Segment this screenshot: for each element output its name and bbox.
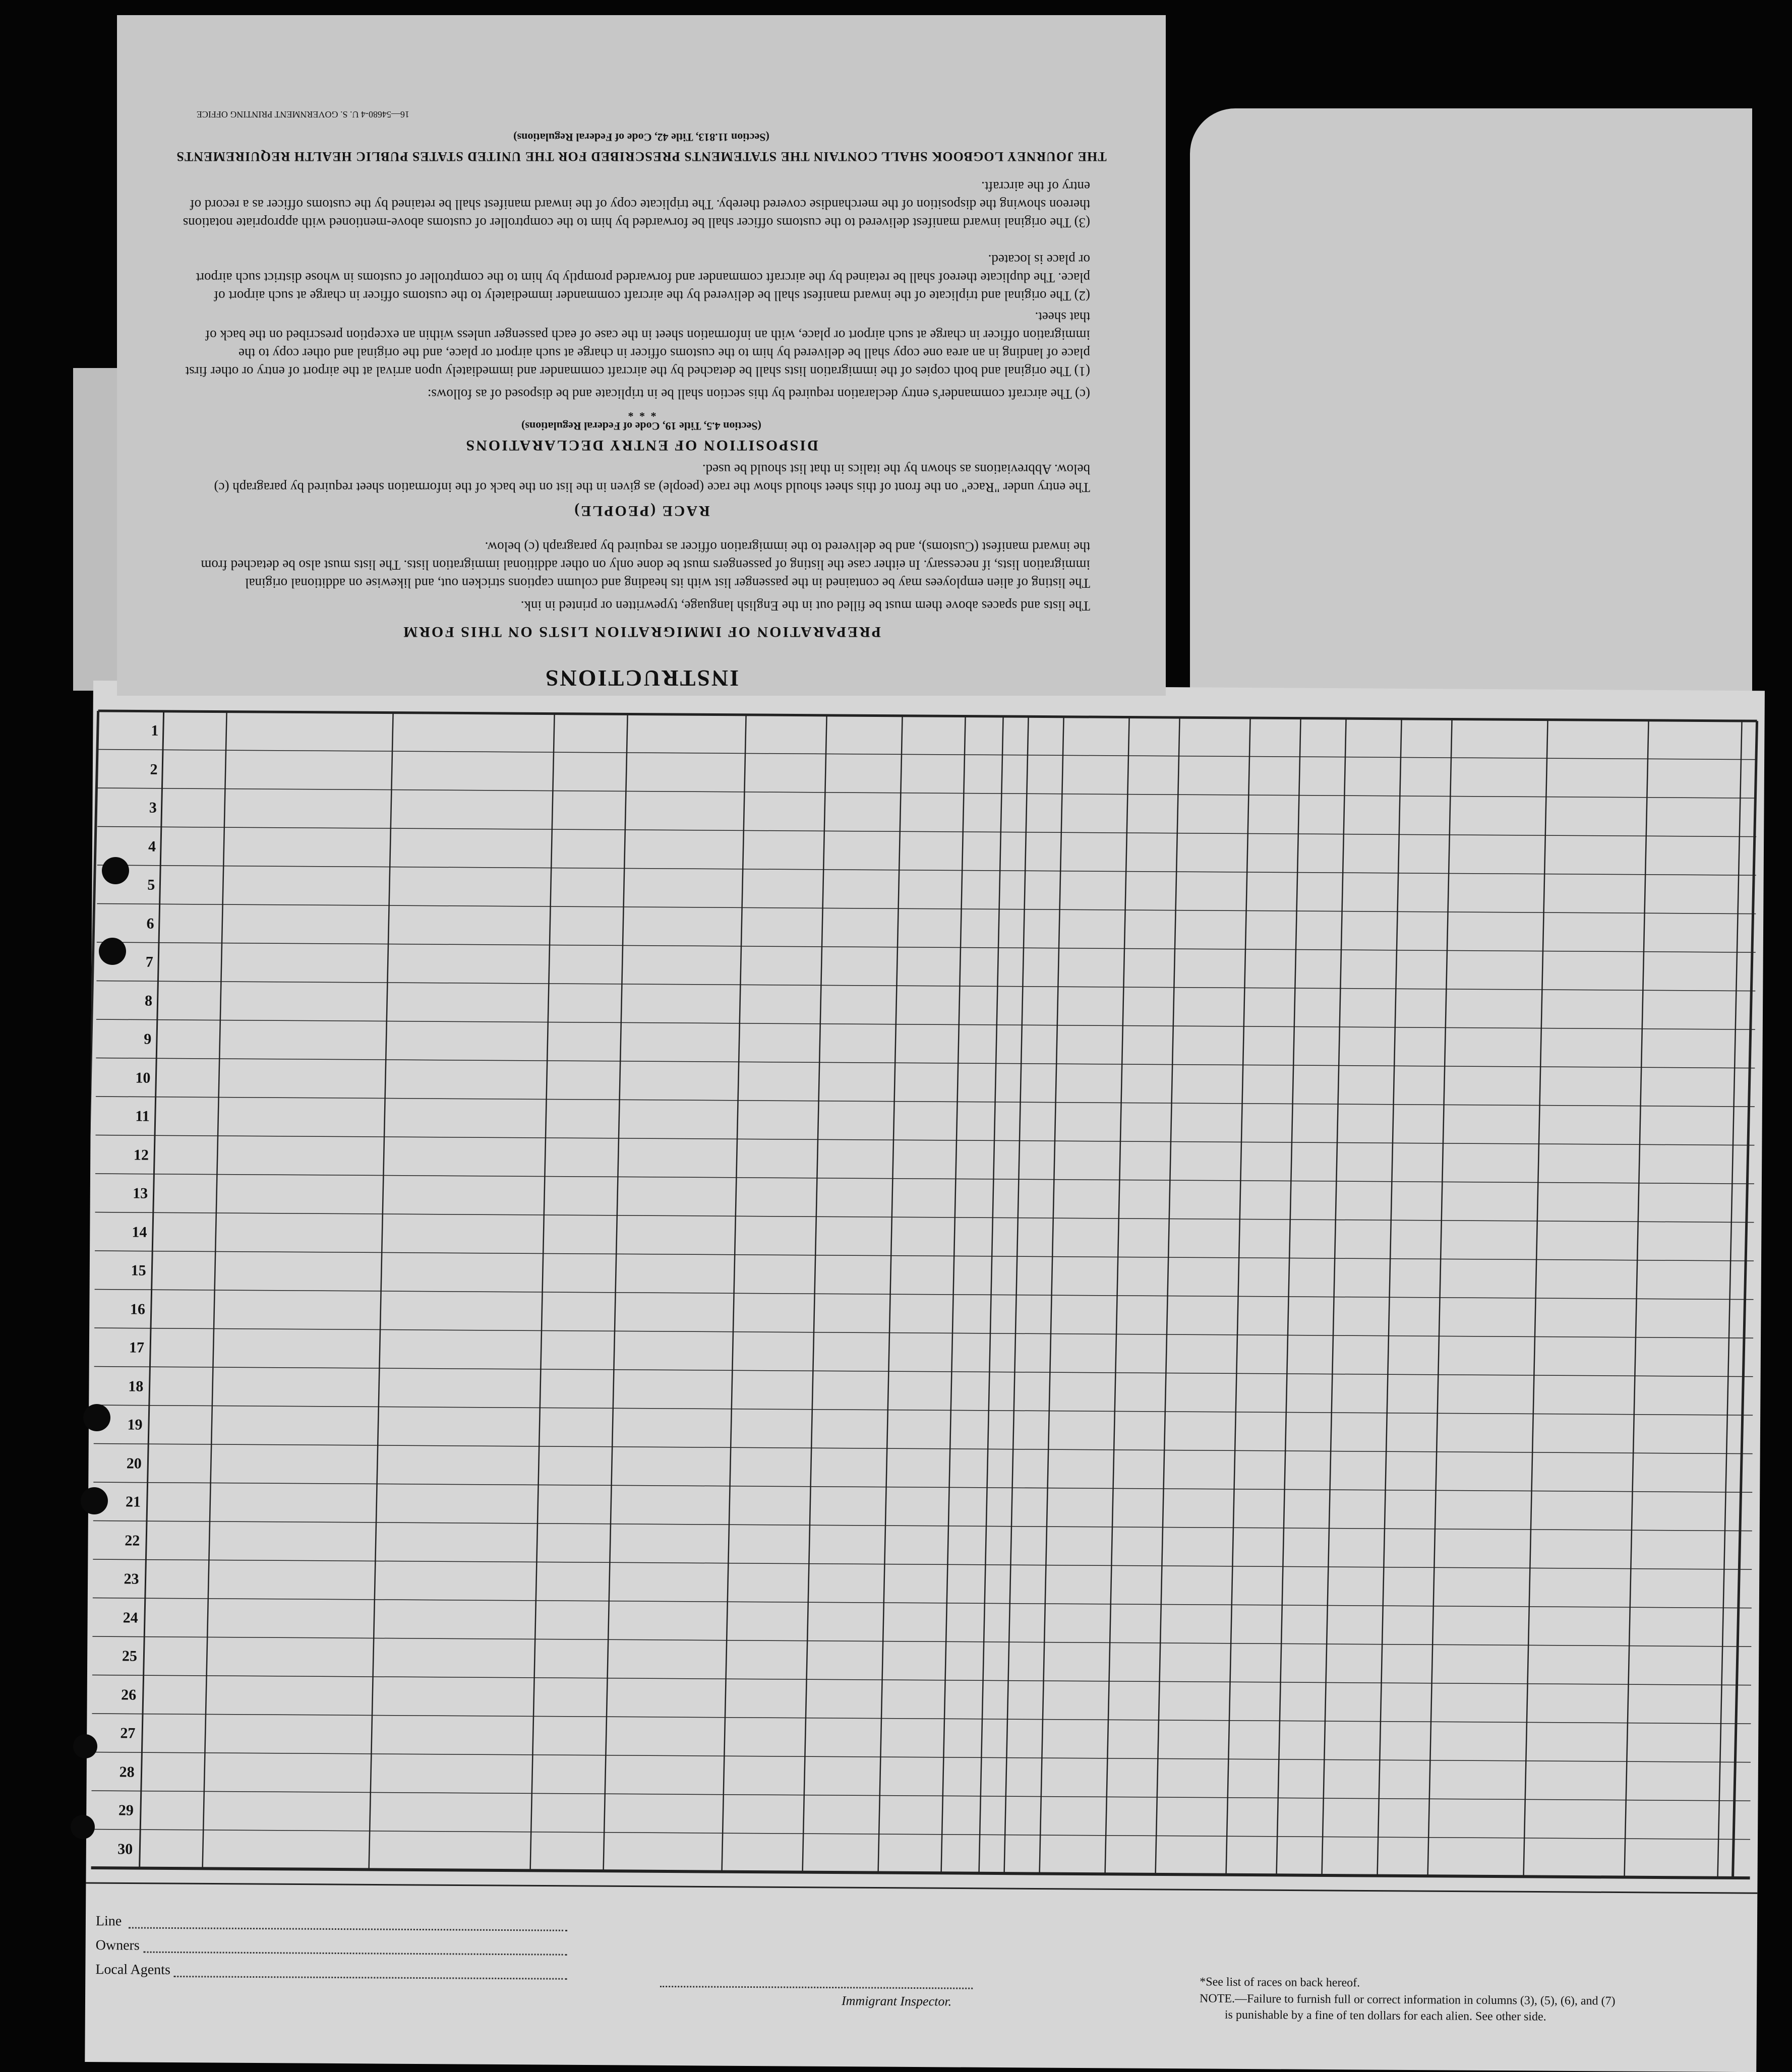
disposition-2: (2) The original and triplicate of the inward manifest shall be delivered by the aircraft commander immediately to the customs officer in charge at such airport of place. The duplicate thereof shall be retained by the aircraft commander and forwarded promptly by him to the comptroller of customs in whose district such airport or place is located. — [196, 252, 1090, 303]
disposition-ellipsis: * * * — [626, 407, 656, 419]
logbook-citation: (Section 11.813, Title 42, Code of Federal Regulations) — [513, 131, 769, 144]
row-number: 16 — [130, 1300, 145, 1318]
prep-heading: PREPARATION OF IMMIGRATION LISTS ON THIS FORM — [401, 624, 881, 640]
disposition-heading: DISPOSITION OF ENTRY DECLARATIONS — [464, 437, 818, 454]
row-number: 10 — [135, 1069, 151, 1086]
row-rule — [92, 1791, 1751, 1801]
row-rule — [95, 1135, 1754, 1145]
footer-line-label: Line — [95, 1913, 122, 1929]
row-rule — [97, 865, 1756, 875]
punch-hole — [102, 857, 129, 884]
row-rule — [94, 1444, 1753, 1454]
row-rule — [98, 788, 1757, 798]
punch-hole — [71, 1815, 95, 1839]
instructions-rotated — [117, 15, 1166, 696]
prep-paragraph-1: The lists and spaces above them must be filled out in the English language, typewritten or printed in ink. — [520, 598, 1090, 614]
row-number: 6 — [146, 915, 154, 932]
row-number: 5 — [147, 876, 155, 893]
row-number: 1 — [151, 722, 159, 739]
row-rule — [93, 1521, 1752, 1531]
row-rule — [95, 1251, 1754, 1261]
row-rule — [94, 1405, 1753, 1415]
footer-owners-label: Owners — [95, 1937, 140, 1954]
note-penalty-1: NOTE.—Failure to furnish full or correct information in columns (3), (5), (6), and (7) — [1199, 1992, 1616, 2008]
footer-local-agents-label: Local Agents — [95, 1962, 171, 1978]
row-number: 28 — [119, 1763, 135, 1781]
row-rule — [93, 1598, 1752, 1608]
row-rule — [94, 1367, 1753, 1377]
row-number: 25 — [122, 1648, 138, 1665]
row-number: 11 — [135, 1108, 150, 1125]
manifest-grid — [85, 681, 1765, 2072]
row-rule — [93, 1482, 1752, 1492]
row-rule — [97, 827, 1756, 837]
row-rule — [95, 1212, 1754, 1223]
printer-imprint: 16—54680-4 U. S. GOVERNMENT PRINTING OFFICE — [196, 109, 409, 119]
race-heading: RACE (PEOPLE) — [573, 503, 710, 519]
folded-sheet-right — [1190, 108, 1752, 693]
row-number: 18 — [128, 1377, 144, 1395]
row-number: 30 — [117, 1840, 133, 1858]
row-number: 29 — [118, 1802, 134, 1819]
disposition-1: (1) The original and both copies of the immigration lists shall be detached by the aircraft commander and immediately upon arrival at the airport of entry or other first place of landing in an area one copy shall be delivered by him to the customs officer in charge at such airport or place, and the original and other copy to the immigration officer in charge at such airport or place, with an information sheet in the case of each passenger unless within an exception prescribed on the back of that sheet. — [185, 310, 1090, 379]
row-number: 17 — [129, 1339, 145, 1356]
row-number: 7 — [145, 953, 153, 970]
row-number: 4 — [148, 838, 156, 855]
row-rule — [97, 904, 1756, 914]
row-number: 15 — [131, 1262, 146, 1279]
row-number: 19 — [127, 1416, 143, 1433]
note-penalty-2: is punishable by a fine of ten dollars for each alien. See other side. — [1224, 2008, 1546, 2024]
row-number: 20 — [126, 1454, 142, 1472]
row-rule — [92, 1636, 1751, 1647]
row-number: 8 — [144, 992, 153, 1009]
row-number: 14 — [132, 1223, 147, 1241]
row-rule — [96, 1019, 1755, 1029]
prep-paragraph-2: The listing of alien employees may be contained in the passenger list with its heading and column captions stricken out, and likewise on additional original immigration lists, if necessary. In either case the listing of passengers must be done only on other additional immigration lists. The lists must also be detached from the inward manifest (Customs), and be delivered to the immigration officer as required by paragraph (c) below. — [201, 539, 1090, 591]
row-number: 22 — [125, 1532, 140, 1549]
row-number: 21 — [125, 1493, 141, 1510]
race-paragraph: The entry under "Race" on the front of this sheet should show the race (people) as given in the list on the back of the information sheet required by paragraph (c) below. Abbreviations as shown by the italics in that list should be used. — [214, 462, 1090, 495]
row-rule — [92, 1675, 1751, 1685]
disposition-c: (c) The aircraft commander's entry declaration required by this section shall be in triplicate and be disposed of as follows: — [427, 387, 1090, 402]
row-rule — [93, 1559, 1752, 1569]
grid-bottom-border — [91, 1868, 1750, 1878]
row-rule — [98, 750, 1757, 760]
row-number: 27 — [120, 1725, 136, 1742]
row-rule — [96, 1096, 1755, 1107]
instructions-sheet — [117, 15, 1166, 696]
note-races: *See list of races on back hereof. — [1200, 1975, 1360, 1990]
row-rule — [91, 1830, 1750, 1840]
row-number: 9 — [144, 1030, 152, 1048]
row-rule — [96, 981, 1755, 991]
row-rule — [97, 942, 1756, 952]
row-rule — [95, 1290, 1754, 1300]
row-number: 3 — [149, 799, 157, 816]
grid-top-border — [98, 711, 1757, 721]
punch-hole — [99, 938, 126, 965]
punch-hole — [83, 1404, 110, 1431]
row-number: 24 — [123, 1609, 138, 1626]
punch-hole — [73, 1734, 97, 1758]
row-number: 12 — [133, 1146, 149, 1164]
disposition-3: (3) The original inward manifest delivered to the customs officer shall be forwarded by him to the comptroller of customs above-mentioned with appropriate notations thereon showing the disposition of the merchandise covered thereby. The triplicate copy of the inward manifest shall be retained by the customs officer as a record of entry of the aircraft. — [183, 179, 1090, 230]
inspector-label: Immigrant Inspector. — [841, 1993, 952, 2009]
row-number: 26 — [121, 1686, 137, 1703]
row-number: 13 — [133, 1185, 148, 1202]
row-rule — [96, 1058, 1755, 1068]
punch-hole — [81, 1487, 108, 1514]
logbook-heading: THE JOURNEY LOGBOOK SHALL CONTAIN THE STATEMENTS PRESCRIBED FOR THE UNITED STATES PUBLIC HEALTH REQUIREMENTS — [176, 149, 1107, 164]
row-number: 23 — [124, 1570, 139, 1588]
disposition-citation: (Section 4.5, Title 19, Code of Federal Regulations) — [521, 420, 761, 433]
row-rule — [94, 1328, 1753, 1338]
manifest-form — [85, 681, 1765, 2072]
row-rule — [95, 1174, 1754, 1184]
row-rule — [92, 1714, 1751, 1724]
row-rule — [92, 1752, 1751, 1762]
footer-rule — [86, 1883, 1757, 1893]
row-number: 2 — [150, 761, 158, 778]
instructions-title: INSTRUCTIONS — [544, 665, 739, 691]
